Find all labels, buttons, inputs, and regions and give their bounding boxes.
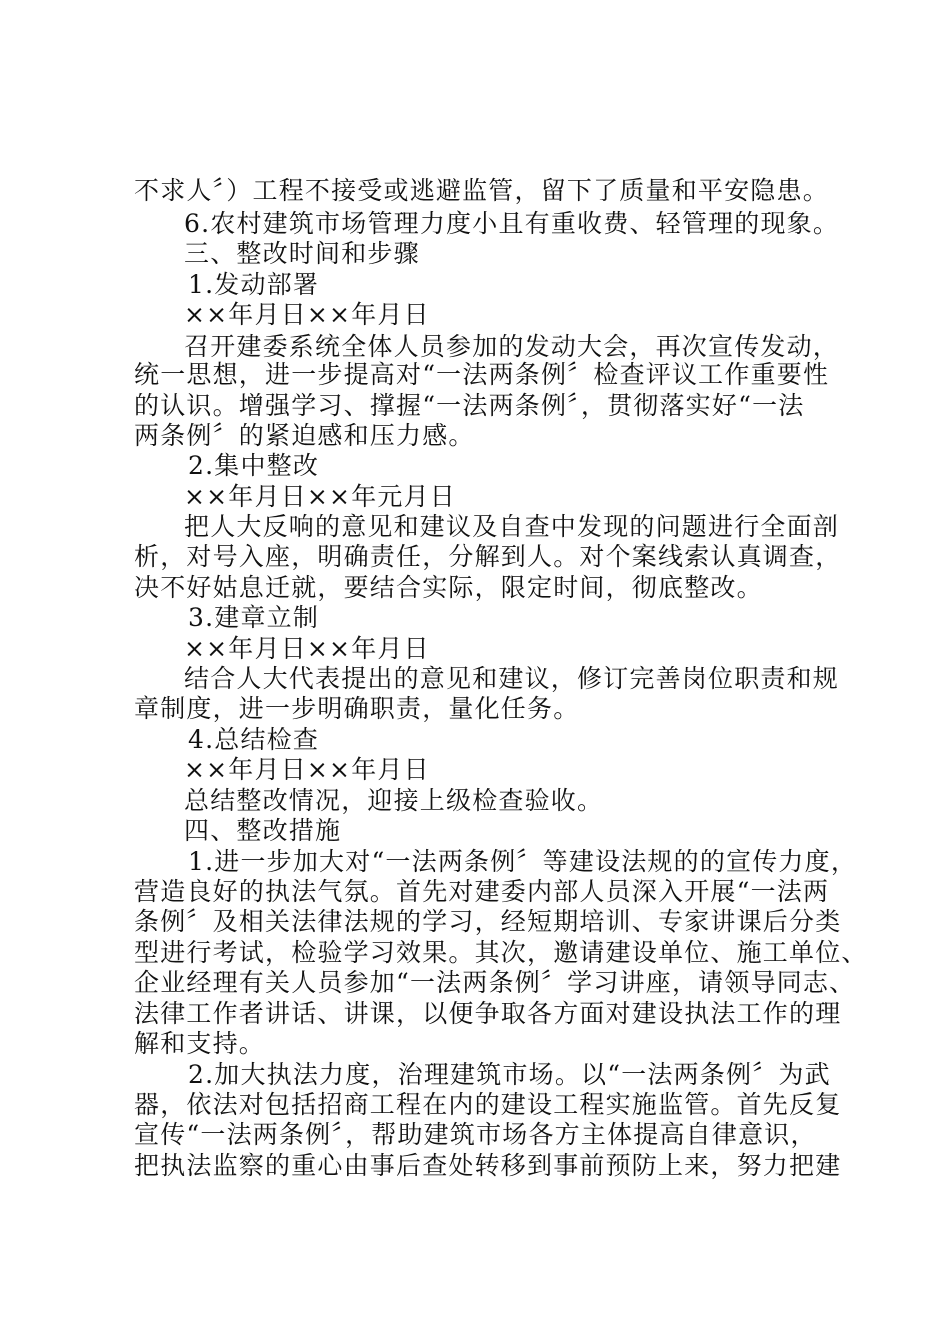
text-line: 结合人大代表提出的意见和建议，修订完善岗位职责和规	[184, 664, 840, 693]
text-line: 析，对号入座，明确责任，分解到人。对个案线索认真调查，	[134, 542, 842, 571]
text-line: 总结整改情况，迎接上级检查验收。	[184, 786, 604, 815]
text-line: 6.农村建筑市场管理力度小且有重收费、轻管理的现象。	[184, 209, 840, 238]
text-line: 的认识。增强学习、撑握“一法两条例〞，贯彻落实好“一法	[134, 391, 805, 420]
text-line: 条例〞及相关法律法规的学习，经短期培训、专家讲课后分类	[134, 907, 842, 936]
text-line: 章制度，进一步明确职责，量化任务。	[134, 694, 580, 723]
text-line: 型进行考试，检验学习效果。其次，邀请建设单位、施工单位、	[134, 938, 868, 967]
text-line: 企业经理有关人员参加“一法两条例〞学习讲座，请领导同志、	[134, 968, 856, 997]
text-line: 宣传“一法两条例〞，帮助建筑市场各方主体提高自律意识，	[134, 1120, 817, 1149]
section-heading: 四、整改措施	[184, 816, 342, 845]
text-line: 把人大反响的意见和建议及自查中发现的问题进行全面剖	[184, 512, 840, 541]
text-line: 解和支持。	[134, 1029, 266, 1058]
subsection-heading: 4.总结检查	[188, 725, 320, 754]
text-line: 把执法监察的重心由事后查处转移到事前预防上来，努力把建	[134, 1151, 842, 1180]
text-line: 营造良好的执法气氛。首先对建委内部人员深入开展“一法两	[134, 877, 830, 906]
date-range: ××年月日××年元月日	[184, 482, 456, 511]
subsection-heading: 3.建章立制	[188, 603, 320, 632]
text-line: 2.加大执法力度，治理建筑市场。以“一法两条例〞为武	[188, 1060, 831, 1089]
date-range: ××年月日××年月日	[184, 300, 430, 329]
date-range: ××年月日××年月日	[184, 755, 430, 784]
subsection-heading: 2.集中整改	[188, 451, 320, 480]
text-line: 器，依法对包括招商工程在内的建设工程实施监管。首先反复	[134, 1090, 842, 1119]
text-line: 法律工作者讲话、讲课，以便争取各方面对建设执法工作的理	[134, 999, 842, 1028]
text-line: 统一思想，进一步提高对“一法两条例〞检查评议工作重要性	[134, 360, 830, 389]
subsection-heading: 1.发动部署	[188, 270, 320, 299]
text-line: 召开建委系统全体人员参加的发动大会，再次宣传发动，	[184, 332, 840, 361]
date-range: ××年月日××年月日	[184, 634, 430, 663]
text-line: 不求人〞）工程不接受或逃避监管，留下了质量和平安隐患。	[134, 176, 829, 205]
section-heading: 三、整改时间和步骤	[184, 239, 420, 268]
text-line: 1.进一步加大对“一法两条例〞等建设法规的的宣传力度，	[188, 847, 858, 876]
text-line: 决不好姑息迁就，要结合实际，限定时间，彻底整改。	[134, 573, 763, 602]
text-line: 两条例〞的紧迫感和压力感。	[134, 421, 475, 450]
